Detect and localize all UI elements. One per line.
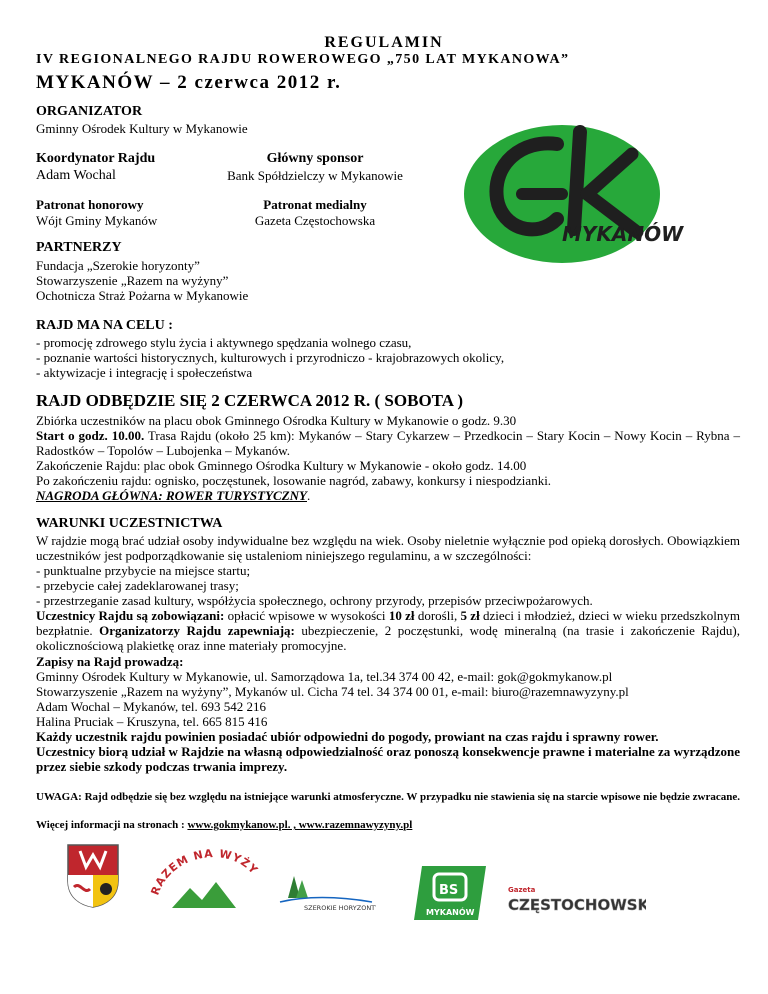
honorary-label: Patronat honorowy [36, 197, 144, 212]
event-after: Po zakończeniu rajdu: ognisko, poczęstunek, losowanie nagród, zabawy, konkursy i niespodzianki. [36, 473, 552, 488]
fee-text: dorośli, [414, 608, 461, 623]
partner-item: Stowarzyszenie „Razem na wyżyny” [36, 273, 229, 288]
razem-logo-text: RAZEM NA WYŻY [150, 846, 261, 897]
contact-line: Halina Pruciak – Kruszyna, tel. 665 815 416 [36, 714, 268, 729]
event-route [36, 428, 740, 458]
razem-na-wyzyny-logo [150, 846, 262, 914]
aim-item: - promocję zdrowego stylu życia i aktywnego spędzania wolnego czasu, [36, 335, 412, 350]
conditions-item: - przebycie całej zadeklarowanej trasy; [36, 578, 239, 593]
more-info [36, 818, 412, 832]
event-prize [36, 488, 310, 503]
mykanow-coat-of-arms-logo [66, 843, 120, 909]
more-info-label: Więcej informacji na stronach : [36, 819, 188, 831]
aim-item: - aktywizacje i integrację i społeczeństwa [36, 365, 253, 380]
bs-mykanow-logo [414, 866, 486, 920]
contact-line: Gminny Ośrodek Kultury w Mykanowie, ul. Samorządowa 1a, tel.34 374 00 42, e-mail: gok@gokmykanow.pl [36, 669, 613, 684]
conditions-item: - punktualne przybycie na miejsce startu; [36, 563, 251, 578]
prize-text: NAGRODA GŁÓWNA: ROWER TURYSTYCZNY [36, 488, 307, 503]
prize-dot: . [306, 488, 311, 503]
doc-date-line: MYKANÓW – 2 czerwca 2012 r. [36, 72, 342, 93]
logo-text: MYKANÓW [562, 222, 684, 246]
gazeta-logo-text: CZĘSTOCHOWSKA [508, 896, 646, 914]
fee-text: dzieci i młodzież, dzieci w wieku przedszkolnym bezpłatnie. [36, 608, 740, 638]
svg-text:RAZEM NA WYŻYNY [150, 846, 261, 897]
fee-amount-kids: 5 zł [460, 608, 480, 623]
honorary-name: Wójt Gminy Mykanów [36, 213, 158, 228]
gazeta-czestochowska-logo [506, 884, 646, 924]
weather-note: UWAGA: Rajd odbędzie się bez względu na istniejące warunki atmosferyczne. W przypadku nie stawienia się na starcie wpisowe nie będzie zwracane. [36, 791, 740, 803]
bs-logo-subtext: MYKANÓW [426, 908, 475, 917]
organizer-heading: ORGANIZATOR [36, 104, 143, 119]
aim-item: - poznanie wartości historycznych, kulturowych i przyrodniczo - krajobrazowych okolicy, [36, 350, 505, 365]
gok-mykanow-logo [462, 124, 697, 266]
event-heading: RAJD ODBĘDZIE SIĘ 2 CZERWCA 2012 R. ( SOBOTA ) [36, 391, 463, 410]
media-label: Patronat medialny [263, 197, 367, 212]
bs-logo-text: BS [439, 883, 459, 898]
fee-heading: Uczestnicy Rajdu są zobowiązani: [36, 608, 225, 623]
event-route-text: Trasa Rajdu (około 25 km): Mykanów – Stary Cykarzew – Przedkocin – Stary Kocin – Nowy Kocin – Rybna – Radostków – Topolów – Lubojenka – Mykanów. [36, 428, 740, 458]
coordinator-name: Adam Wochal [36, 168, 116, 183]
conditions-intro: W rajdzie mogą brać udział osoby indywidualne bez względu na wiek. Osoby nieletnie wyłącznie pod opieką dorosłych. Obowiązkiem uczestników jest podporządkowanie się ustaleniom niniejszego regulaminu, a w szczególności: [36, 533, 740, 563]
partner-item: Fundacja „Szerokie horyzonty” [36, 258, 200, 273]
conditions-item: - przestrzeganie zasad kultury, współżycia społecznego, ochrony przyrody, przepisów przeciwpożarowych. [36, 593, 593, 608]
media-name: Gazeta Częstochowska [254, 213, 376, 228]
signup-heading: Zapisy na Rajd prowadzą: [36, 654, 184, 669]
event-start: Start o godz. 10.00. [36, 428, 145, 443]
partners-heading: PARTNERZY [36, 240, 122, 255]
doc-title: REGULAMIN [324, 34, 444, 51]
sponsor-name: Bank Spółdzielczy w Mykanowie [227, 168, 403, 183]
contact-line: Stowarzyszenie „Razem na wyżyny”, Mykanów ul. Cicha 74 tel. 34 374 00 01, e-mail: biuro@razemnawyzyny.pl [36, 684, 629, 699]
szerokie-logo-text: SZEROKIE HORYZONTY [304, 904, 376, 912]
conditions-fees [36, 608, 740, 653]
organizers-provide-text: ubezpieczenie, 2 poczęstunki, wodę mineralną (na trasie i zakończenie Rajdu), okolicznościową plakietkę oraz inne materiały promocyjne. [36, 623, 740, 653]
szerokie-horyzonty-logo [276, 862, 376, 912]
conditions-heading: WARUNKI UCZESTNICTWA [36, 516, 223, 531]
clothing-rule: Każdy uczestnik rajdu powinien posiadać ubiór odpowiedni do pogody, prowiant na czas rajdu i sprawny rower. [36, 729, 659, 744]
event-gathering: Zbiórka uczestników na placu obok Gminnego Ośrodka Kultury w Mykanowie o godz. 9.30 [36, 413, 517, 428]
fee-amount-adults: 10 zł [388, 608, 415, 623]
event-end: Zakończenie Rajdu: plac obok Gminnego Ośrodka Kultury w Mykanowie - około godz. 14.00 [36, 458, 527, 473]
fee-text: opłacić wpisowe w wysokości [224, 608, 389, 623]
gazeta-logo-small: Gazeta [508, 886, 536, 894]
contact-line: Adam Wochal – Mykanów, tel. 693 542 216 [36, 699, 267, 714]
more-info-links[interactable]: www.gokmykanow.pl. , www.razemnawyzyny.pl [187, 819, 413, 831]
organizers-provide-heading: Organizatorzy Rajdu zapewniają: [99, 623, 295, 638]
coordinator-label: Koordynator Rajdu [36, 151, 156, 166]
partner-item: Ochotnicza Straż Pożarna w Mykanowie [36, 288, 249, 303]
aim-heading: RAJD MA NA CELU : [36, 318, 173, 333]
organizer-text: Gminny Ośrodek Kultury w Mykanowie [36, 121, 248, 136]
doc-subtitle: IV REGIONALNEGO RAJDU ROWEROWEGO „750 LAT MYKANOWA” [36, 52, 570, 67]
sponsor-label: Główny sponsor [266, 151, 364, 166]
liability-rule: Uczestnicy biorą udział w Rajdzie na własną odpowiedzialność oraz ponoszą konsekwencje prawne i materialne za wyrządzone przez siebie szkody podczas trwania imprezy. [36, 744, 740, 774]
